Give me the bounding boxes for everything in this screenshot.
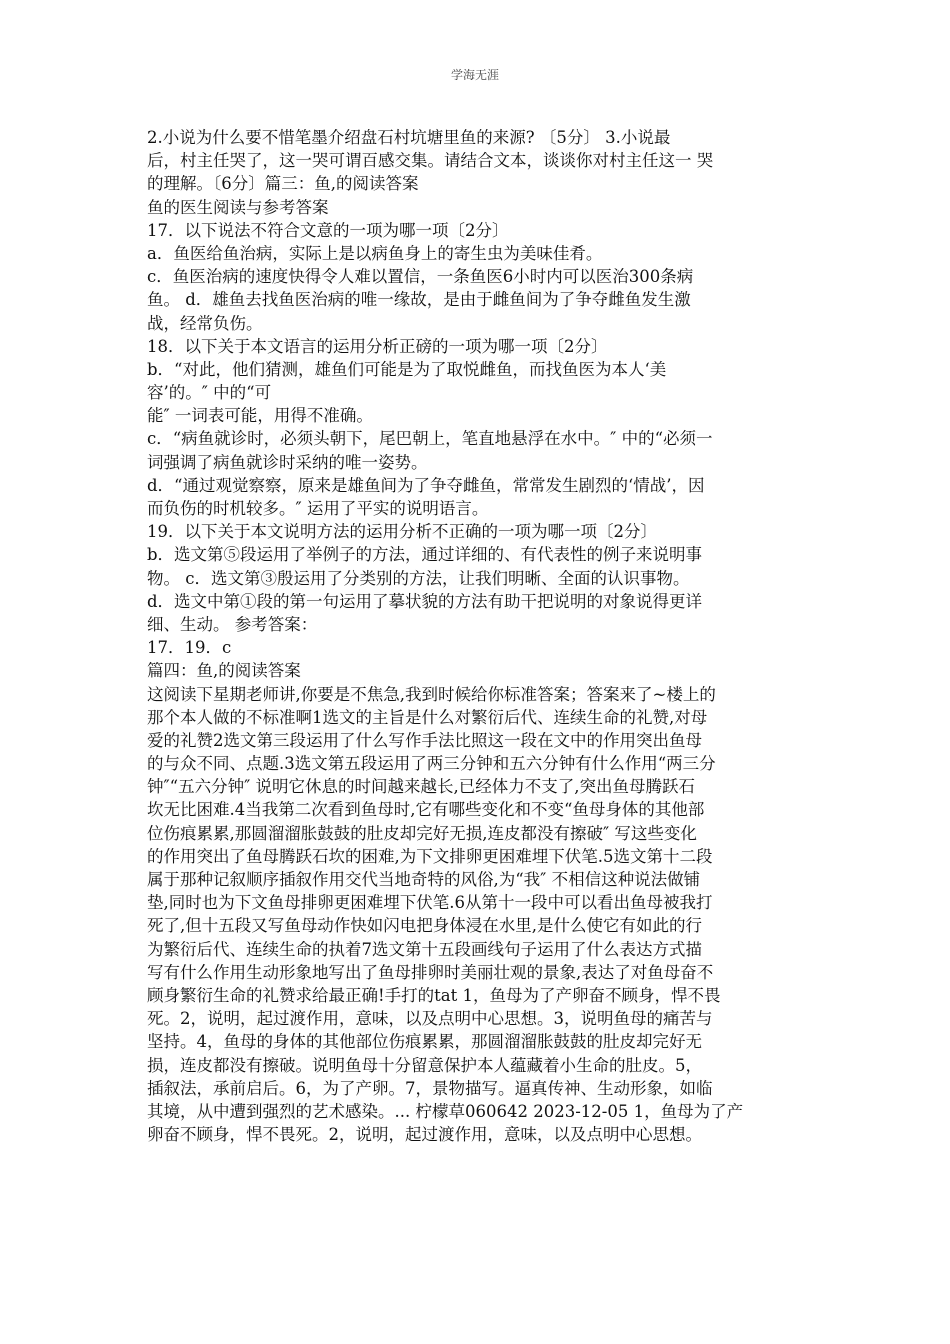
text-line: 的作用突出了鱼母腾跃石坎的困难,为下文排卵更困难埋下伏笔.5选文第十二段 — [147, 846, 713, 866]
text-line: 写有什么作用生动形象地写出了鱼母排卵时美丽壮观的景象,表达了对鱼母奋不 — [147, 962, 714, 982]
text-line: 2.小说为什么要不惜笔墨介绍盘石村坑塘里鱼的来源? 〔5分〕 3.小说最 — [147, 128, 671, 147]
text-line: 鱼的医生阅读与参考答案 — [147, 197, 329, 217]
text-line: 爱的礼赞2选文第三段运用了什么写作手法比照这一段在文中的作用突出鱼母 — [147, 730, 702, 750]
text-line: d．“通过观觉察察，原来是雄鱼间为了争夺雌鱼，常常发生剧烈的‘情战’，因 — [147, 475, 705, 495]
text-line: 17．19．c — [147, 638, 232, 658]
page-header: 学海无涯 — [450, 68, 499, 82]
text-line: 那个本人做的不标准啊1选文的主旨是什么对繁衍后代、连续生命的礼赞,对母 — [147, 707, 708, 727]
text-line: 而负伤的时机较多。″ 运用了平实的说明语言。 — [147, 499, 489, 518]
text-line: 损，连皮都没有擦破。说明鱼母十分留意保护本人蕴藏着小生命的肚皮。5， — [147, 1055, 702, 1075]
text-line: 死。2，说明，起过渡作用，意味，以及点明中心思想。3，说明鱼母的痛苦与 — [147, 1009, 713, 1029]
text-line: 卵奋不顾身，悍不畏死。2，说明，起过渡作用，意味，以及点明中心思想。 — [147, 1125, 702, 1145]
text-line: c．鱼医治病的速度快得令人难以置信，一条鱼医6小时内可以医治300条病 — [147, 267, 694, 287]
text-line: 坎无比困难.4当我第二次看到鱼母时,它有哪些变化和不变“鱼母身体的其他部 — [147, 800, 705, 820]
text-line: 19．以下关于本文说明方法的运用分析不正确的一项为哪一项〔2分〕 — [147, 522, 657, 542]
text-line: 能″ 一词表可能，用得不准确。 — [147, 406, 373, 426]
text-line: b．“对此，他们猜测，雄鱼们可能是为了取悦雌鱼，而找鱼医为本人‘美 — [147, 359, 667, 379]
text-line: 死了,但十五段又写鱼母动作快如闪电把身体浸在水里,是什么使它有如此的行 — [147, 916, 702, 936]
text-line: 顾身繁衍生命的礼赞求给最正确!手打的tat 1，鱼母为了产卵奋不顾身，悍不畏 — [147, 985, 721, 1005]
text-line: 18．以下关于本文语言的运用分析正磅的一项为哪一项〔2分〕 — [147, 336, 608, 356]
text-line: 这阅读下星期老师讲,你要是不焦急,我到时候给你标准答案；答案来了~楼上的 — [147, 684, 716, 704]
text-line: 物。 c．选文第③殷运用了分类别的方法，让我们明晰、全面的认识事物。 — [147, 568, 690, 588]
text-line: 坚持。4，鱼母的身体的其他部位伤痕累累，那圆溜溜胀鼓鼓的肚皮却完好无 — [147, 1032, 702, 1052]
text-line: 战，经常负伤。 — [147, 313, 263, 333]
text-line: 的与众不同、点题.3选文第五段运用了两三分钟和五六分钟有什么作用“两三分 — [147, 754, 716, 774]
document-body — [147, 126, 813, 1146]
text-line: 位伤痕累累,那圆溜溜胀鼓鼓的肚皮却完好无损,连皮都没有擦破″ 写这些变化 — [147, 823, 697, 843]
text-line: c．“病鱼就诊时，必须头朝下，尾巴朝上，笔直地悬浮在水中。″ 中的“必须一 — [147, 429, 713, 449]
text-line: 其境，从中遭到强烈的艺术感染。... 柠檬草060642 2023-12-05 1，鱼母为了产 — [147, 1101, 744, 1121]
text-line: 鱼。 d．雄鱼去找鱼医治病的唯一缘故，是由于雌鱼间为了争夺雌鱼发生激 — [147, 290, 691, 310]
text-line: d．选文中第①段的第一句运用了摹状貌的方法有助干把说明的对象说得更详 — [147, 591, 703, 611]
text-line: 钟″“五六分钟″ 说明它休息的时间越来越长,已经体力不支了,突出鱼母腾跃石 — [147, 777, 695, 797]
text-line: 属于那种记叙顺序插叙作用交代当地奇特的风俗,为“我″ 不相信这种说法做铺 — [147, 870, 701, 889]
text-line: b．选文第⑤段运用了举例子的方法，通过详细的、有代表性的例子来说明事 — [147, 545, 703, 565]
text-line: 插叙法，承前启后。6，为了产卵。7，景物描写。逼真传神、生动形象，如临 — [147, 1078, 713, 1098]
text-line: 细、生动。 参考答案： — [147, 614, 318, 634]
text-line: 词强调了病鱼就诊时采纳的唯一姿势。 — [147, 452, 428, 472]
text-line: 为繁衍后代、连续生命的执着7选文第十五段画线句子运用了什么表达方式描 — [147, 939, 702, 959]
text-line: 篇四：鱼,的阅读答案 — [147, 661, 301, 681]
text-line: 17．以下说法不符合文意的一项为哪一项〔2分〕 — [147, 220, 509, 240]
text-line: 后，村主任哭了，这一哭可谓百感交集。请结合文本，谈谈你对村主任这一 哭 — [147, 151, 714, 171]
text-line: 垫,同时也为下文鱼母排卵更困难埋下伏笔.6从第十一段中可以看出鱼母被我打 — [147, 893, 713, 913]
text-line: 容’的。″ 中的“可 — [147, 383, 272, 403]
text-line: 的理解。〔6分〕篇三：鱼,的阅读答案 — [147, 174, 419, 194]
text-line: a．鱼医给鱼治病，实际上是以病鱼身上的寄生虫为美味佳肴。 — [147, 243, 603, 263]
